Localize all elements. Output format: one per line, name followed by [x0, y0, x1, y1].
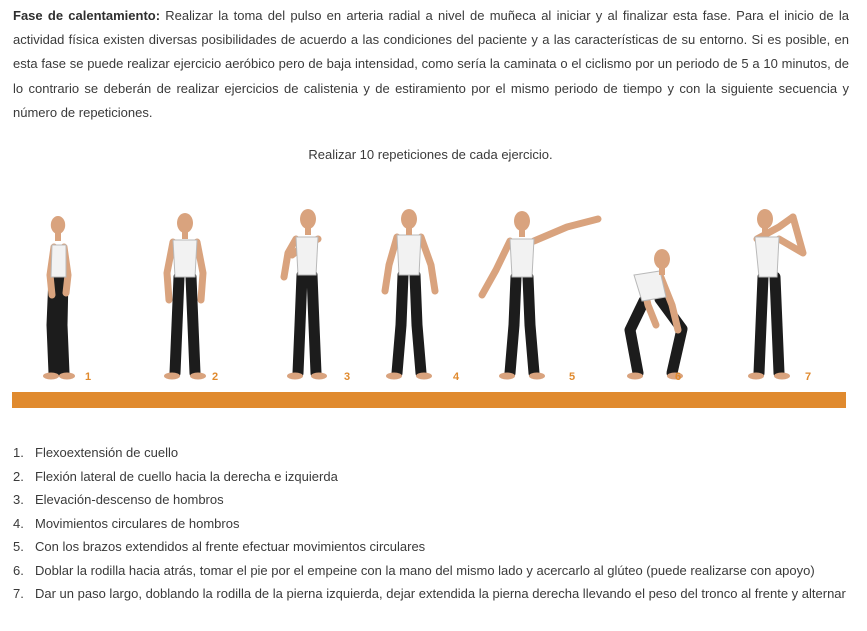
intro-text: Realizar la toma del pulso en arteria radial a nivel de muñeca al iniciar y al finalizar esta fase. Para el inicio de la actividad física existen diversas posibilidades de acuerdo a las condiciones del paciente y a las características de su entorno. Si es posible, en esta fase se puede realizar ejercicio aeróbico pero de baja intensidad, como sería la caminata o el ciclismo por un periodo de 5 a 10 minutos, de lo contrario se deberán de realizar ejercicios de calistenia y de estiramiento por el mismo periodo de tiempo y con la siguiente secuencia y número de repeticiones.: [13, 8, 849, 120]
exercise-figures: [12, 195, 846, 392]
figure-caption: Realizar 10 repeticiones de cada ejercicio.: [308, 147, 553, 162]
list-item-number: 3.: [13, 492, 24, 507]
exercise-figure-7: [748, 209, 803, 380]
intro-paragraph: [13, 4, 849, 125]
list-item: [13, 512, 849, 536]
list-item: [13, 488, 849, 512]
list-item-number: 1.: [13, 445, 24, 460]
list-item-text: Flexión lateral de cuello hacia la derecha e izquierda: [35, 468, 338, 484]
list-item-text: Con los brazos extendidos al frente efectuar movimientos circulares: [35, 539, 426, 554]
figure-number-2: 2: [212, 371, 219, 383]
exercise-illustration: [12, 195, 846, 408]
figure-number-3: 3: [344, 371, 351, 383]
list-item-text: Dar un paso largo, doblando la rodilla de la pierna izquierda, dejar extendida la pierna derecha llevando el peso del tronco al frente y alternar: [35, 586, 846, 601]
exercise-figure-2: [164, 213, 206, 380]
figure-number-4: 4: [453, 371, 460, 383]
list-item-number: 6.: [13, 562, 24, 578]
list-item-text: Doblar la rodilla hacia atrás, tomar el pie por el empeine con la mano del mismo lado y acercarlo al glúteo (puede realizarse con apoyo): [35, 562, 815, 578]
list-item: [13, 465, 849, 489]
figure-number-1: 1: [85, 371, 92, 383]
list-item: [13, 535, 849, 559]
list-item-number: 5.: [13, 539, 24, 554]
exercise-list: [13, 441, 849, 606]
list-item: [13, 582, 849, 606]
exercise-figure-6: [627, 249, 683, 380]
figure-number-7: 7: [805, 371, 812, 383]
figure-number-5: 5: [569, 371, 576, 383]
list-item-number: 4.: [13, 515, 24, 531]
figure-number-6: 6: [675, 371, 682, 383]
intro-heading: Fase de calentamiento:: [13, 8, 161, 23]
exercise-figure-5: [482, 211, 598, 380]
exercise-figure-3: [284, 209, 327, 380]
list-item-number: 7.: [13, 586, 24, 601]
list-item: [13, 441, 849, 465]
list-item-text: Movimientos circulares de hombros: [35, 515, 240, 531]
list-item-number: 2.: [13, 468, 24, 484]
exercise-figure-4: [385, 209, 435, 380]
list-item-text: Elevación-descenso de hombros: [35, 492, 224, 507]
exercise-figure-1: [43, 216, 75, 380]
list-item-text: Flexoextensión de cuello: [35, 445, 179, 460]
ground-bar: [12, 392, 846, 408]
list-item: [13, 559, 849, 583]
